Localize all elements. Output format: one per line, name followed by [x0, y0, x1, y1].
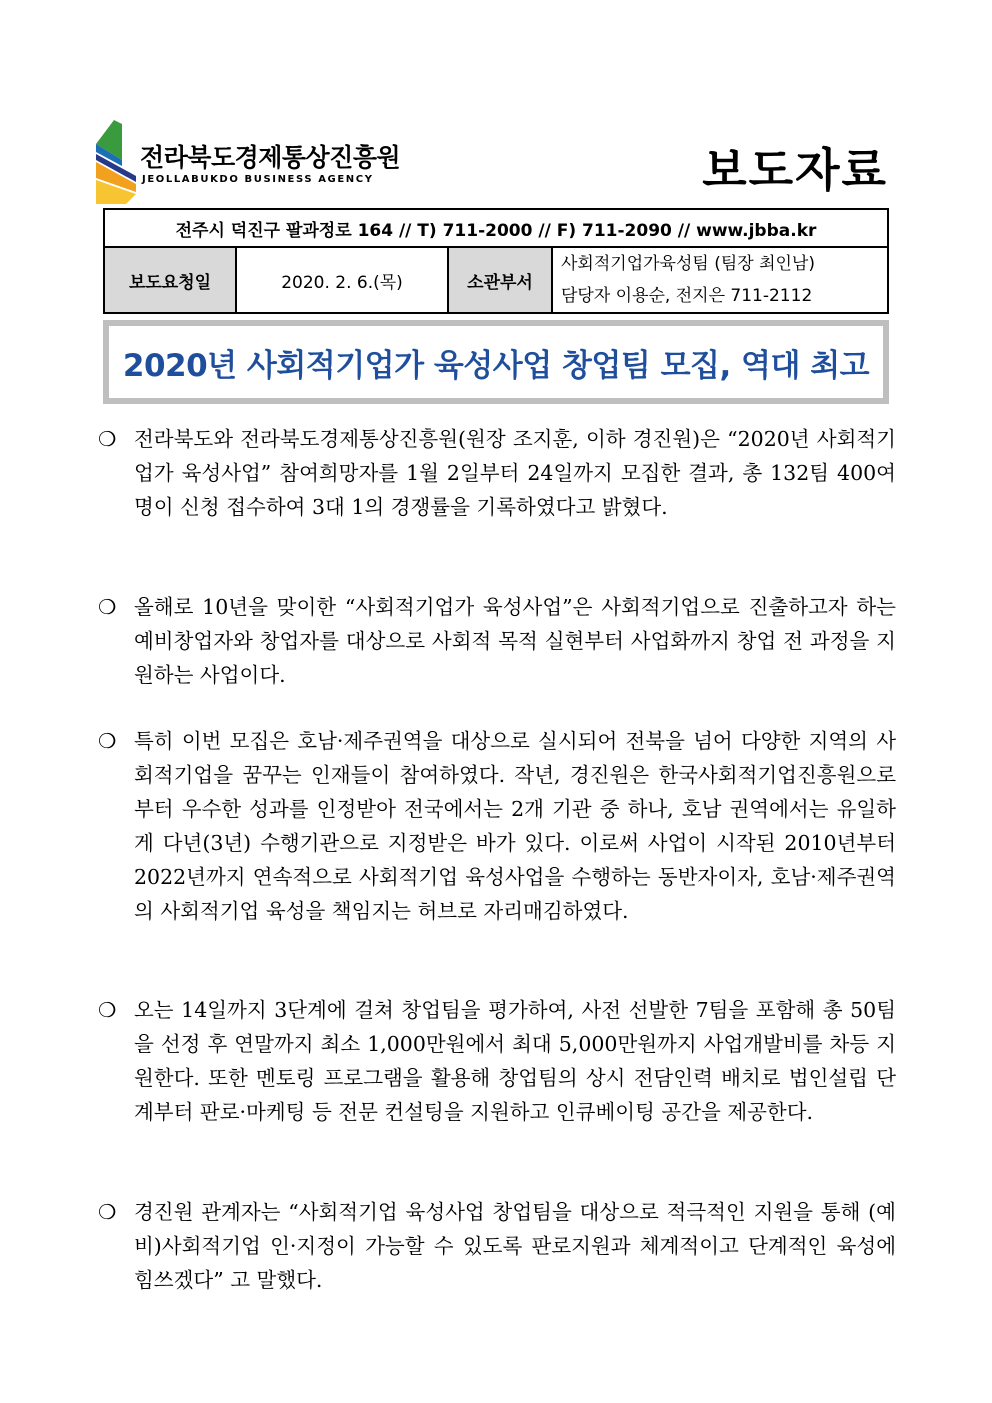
headline-box — [103, 320, 889, 404]
paragraph-2 — [98, 590, 896, 692]
request-date: 2020. 2. 6.(목) — [236, 247, 448, 313]
circle-bullet-icon: ❍ — [98, 595, 117, 619]
agency-logo-mark-icon — [92, 120, 138, 204]
paragraph-3 — [98, 724, 896, 928]
department-contact: 담당자 이용순, 전지은 711-2112 — [561, 286, 813, 306]
org-english-name: JEOLLABUKDO BUSINESS AGENCY — [142, 174, 374, 185]
paragraph-4 — [98, 993, 896, 1129]
paragraph-1 — [98, 422, 896, 524]
paragraph-text: 오는 14일까지 3단계에 걸쳐 창업팀을 평가하여, 사전 선발한 7팀을 포함해 총 50팀을 선정 후 연말까지 최소 1,000만원에서 최대 5,000만원까지 사업개발비를 차등 지원한다. 또한 멘토링 프로그램을 활용해 창업팀의 상시 전담인력 배치로 법인설립 단계부터 판로·마케팅 등 전문 컨설팅을 지원하고 인큐베이팅 공간을 제공한다. — [134, 998, 896, 1124]
agency-logo — [92, 120, 401, 204]
department-info — [552, 247, 888, 313]
paragraph-text: 경진원 관계자는 “사회적기업 육성사업 창업팀을 대상으로 적극적인 지원을 통해 (예비)사회적기업 인·지정이 가능할 수 있도록 판로지원과 체계적이고 단계적인 육성에 힘쓰겠다” 고 말했다. — [134, 1200, 896, 1292]
circle-bullet-icon: ❍ — [98, 729, 117, 753]
request-date-label: 보도요청일 — [104, 247, 236, 313]
org-name: 전라북도경제통상진흥원 — [140, 143, 401, 172]
press-info-table — [103, 208, 889, 314]
paragraph-text: 전라북도와 전라북도경제통상진흥원(원장 조지훈, 이하 경진원)은 “2020년 사회적기업가 육성사업” 참여희망자를 1월 2일부터 24일까지 모집한 결과, 총 132팀 400여명이 신청 접수하여 3대 1의 경쟁률을 기록하였다고 밝혔다. — [134, 427, 896, 519]
circle-bullet-icon: ❍ — [98, 1200, 117, 1224]
document-type: 보도자료 — [702, 143, 888, 197]
headline: 2020년 사회적기업가 육성사업 창업팀 모집, 역대 최고 — [122, 347, 870, 384]
department-team: 사회적기업가육성팀 (팀장 최인남) — [561, 254, 815, 274]
paragraph-5 — [98, 1195, 896, 1297]
paragraph-text: 특히 이번 모집은 호남·제주권역을 대상으로 실시되어 전북을 넘어 다양한 지역의 사회적기업을 꿈꾸는 인재들이 참여하였다. 작년, 경진원은 한국사회적기업진흥원으로부터 우수한 성과를 인정받아 전국에서는 2개 기관 중 하나, 호남 권역에서는 유일하게 다년(3년) 수행기관으로 지정받은 바가 있다. 이로써 사업이 시작된 2010년부터 2022년까지 연속적으로 사회적기업 육성사업을 수행하는 동반자이자, 호남·제주권역의 사회적기업 육성을 책임지는 허브로 자리매김하였다. — [134, 729, 896, 923]
circle-bullet-icon: ❍ — [98, 427, 117, 451]
department-label: 소관부서 — [448, 247, 552, 313]
paragraph-text: 올해로 10년을 맞이한 “사회적기업가 육성사업”은 사회적기업으로 진출하고자 하는 예비창업자와 창업자를 대상으로 사회적 목적 실현부터 사업화까지 창업 전 과정을 지원하는 사업이다. — [134, 595, 896, 687]
circle-bullet-icon: ❍ — [98, 998, 117, 1022]
contact-line: 전주시 덕진구 팔과정로 164 // T) 711-2000 // F) 711-2090 // www.jbba.kr — [104, 209, 888, 247]
